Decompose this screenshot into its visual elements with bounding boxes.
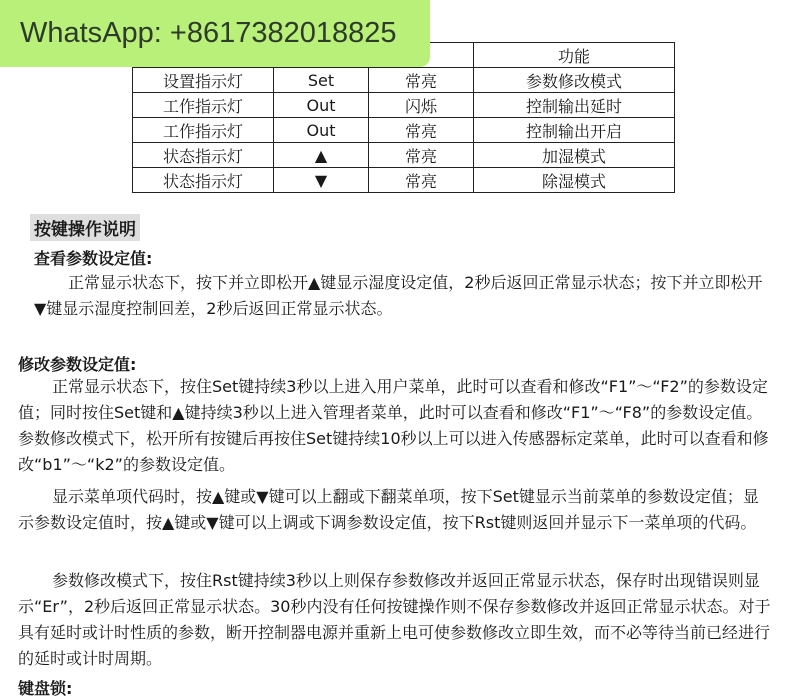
table-row — [133, 68, 675, 93]
table-cell: 加湿模式 — [474, 143, 675, 168]
table-cell: 除湿模式 — [474, 168, 675, 193]
table-cell: ▼ — [274, 168, 369, 193]
modify-params-paragraph-2: 显示菜单项代码时，按▲键或▼键可以上翻或下翻菜单项，按下Set键显示当前菜单的参数设定值；显示参数设定值时，按▲键或▼键可以上调或下调参数设定值，按下Rst键则返回并显示下一菜单项的代码。 — [18, 487, 759, 532]
table-cell: 工作指示灯 — [133, 93, 274, 118]
table-cell: Out — [274, 93, 369, 118]
header-cell: 功能 — [474, 43, 675, 68]
table-row — [133, 143, 675, 168]
whatsapp-overlay-banner — [0, 0, 430, 67]
table-row — [133, 168, 675, 193]
table-cell: 常亮 — [369, 68, 474, 93]
table-cell: 状态指示灯 — [133, 168, 274, 193]
whatsapp-contact-text: WhatsApp: +8617382018825 — [20, 17, 397, 49]
table-cell: 常亮 — [369, 168, 474, 193]
table-cell: 状态指示灯 — [133, 143, 274, 168]
table-cell: 常亮 — [369, 143, 474, 168]
section-title: 按键操作说明 — [30, 214, 140, 241]
table-row — [133, 118, 675, 143]
table-cell: 控制输出延时 — [474, 93, 675, 118]
view-params-heading: 查看参数设定值: — [34, 249, 153, 268]
table-cell: Out — [274, 118, 369, 143]
keyboard-lock-heading: 键盘锁: — [18, 679, 73, 698]
table-cell: 常亮 — [369, 118, 474, 143]
table-row — [133, 93, 675, 118]
table-cell: 闪烁 — [369, 93, 474, 118]
table-cell: 工作指示灯 — [133, 118, 274, 143]
view-params-text: 正常显示状态下，按下并立即松开▲键显示湿度设定值，2秒后返回正常显示状态；按下并立即松开▼键显示湿度控制回差，2秒后返回正常显示状态。 — [34, 273, 763, 318]
modify-params-paragraph-3: 参数修改模式下，按住Rst键持续3秒以上则保存参数修改并返回正常显示状态，保存时出现错误则显示“Er”，2秒后返回正常显示状态。30秒内没有任何按键操作则不保存参数修改并返回正常显示状态。对于具有延时或计时性质的参数，断开控制器电源并重新上电可使参数修改立即生效，而不必等待当前已经进行的延时或计时周期。 — [18, 571, 771, 668]
table-cell: ▲ — [274, 143, 369, 168]
table-cell: Set — [274, 68, 369, 93]
table-cell: 设置指示灯 — [133, 68, 274, 93]
table-cell: 控制输出开启 — [474, 118, 675, 143]
table-cell: 参数修改模式 — [474, 68, 675, 93]
modify-params-paragraph-1: 正常显示状态下，按住Set键持续3秒以上进入用户菜单，此时可以查看和修改“F1”～“F2”的参数设定值；同时按住Set键和▲键持续3秒以上进入管理者菜单，此时可以查看和修改“F1”～“F8”的参数设定值。参数修改模式下，松开所有按键后再按住Set键持续10秒以上可以进入传感器标定菜单，此时可以查看和修改“b1”～“k2”的参数设定值。 — [18, 377, 769, 474]
modify-params-heading: 修改参数设定值: — [18, 355, 137, 374]
